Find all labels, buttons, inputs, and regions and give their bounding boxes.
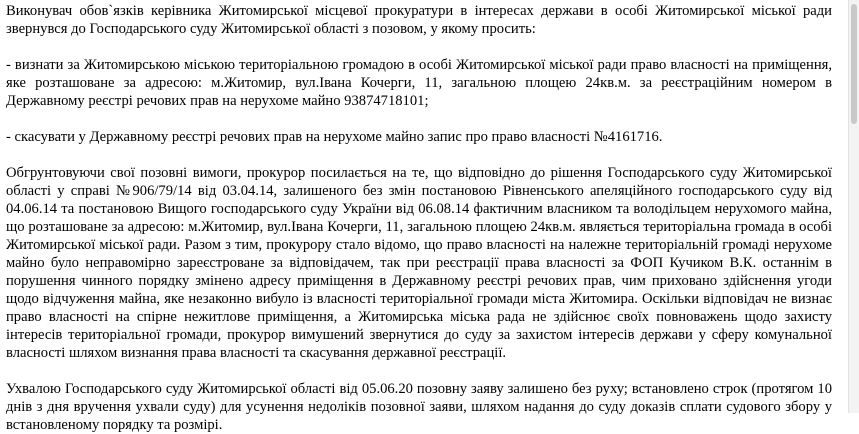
document-body [6,2,832,434]
paragraph-justification: Обгрунтовуючи свої позовні вимоги, прокурор посилається на те, що відповідно до рішення Господарського суду Житомирської області у справі №906/79/14 від 03.04.14, залишеного без змін постановою Рівненського апеляційного господарського суду від 04.06.14 та постановою Вищого господарського суду України від 06.08.14 фактичним власником та володільцем нерухомого майна, що розташоване за адресою: м.Житомир, вул.Івана Кочерги, 11, загальною площею 24кв.м. являється територіальна громада в особі Житомирської міської ради. Разом з тим, прокурору стало відомо, що право власності на належне територіальній громаді нерухоме майно було неправомірно зареєстроване за відповідачем, так при реєстрації права власності за ФОП Кучиком В.К. останнім в порушення чинного порядку змінено адресу приміщення в Державному реєстрі речових прав, чим приховано здійснення угоди щодо відчуження майна, яке незаконно вибуло із власності територіальної громади міста Житомира. Оскільки відповідач не визнає право власності на спірне нежитлове приміщення, а Житомирська міська рада не здійснює своїх повноважень щодо захисту інтересів територіальної громади, прокурор вимушений звернутися до суду за захистом інтересів держави у сферу комунальної власності шляхом визнання права власності та скасування державної реєстрації. [6,165,832,361]
paragraph-claim-ownership: - визнати за Житомирською міською територіальною громадою в особі Житомирської міської ради право власності на приміщення, яке розташоване за адресою: м.Житомир, вул.Івана Кочерги, 11, загальною площею 24кв.м. за реєстраційним номером в Державному реєстрі речових прав на нерухоме майно 93874718101; [6,57,832,109]
vertical-scrollbar[interactable] [848,0,859,413]
paragraph-court-ruling: Ухвалою Господарського суду Житомирської області від 05.06.20 позовну заяву залишено без руху; встановлено строк (протягом 10 днів з дня вручення ухвали суду) для усунення недоліків позовної заяви, шляхом надання до суду доказів сплати судового збору у встановленому порядку та розмірі. [6,381,832,433]
paragraph-claim-cancel-record: - скасувати у Державному реєстрі речових прав на нерухоме майно запис про право власності №4161716. [6,129,663,145]
scrollbar-thumb[interactable] [851,4,857,124]
paragraph-intro: Виконувач обов`язків керівника Житомирської місцевої прокуратури в інтересах держави в особі Житомирської міської ради звернувся до Господарського суду Житомирської області з позовом, у якому просить: [6,3,832,37]
